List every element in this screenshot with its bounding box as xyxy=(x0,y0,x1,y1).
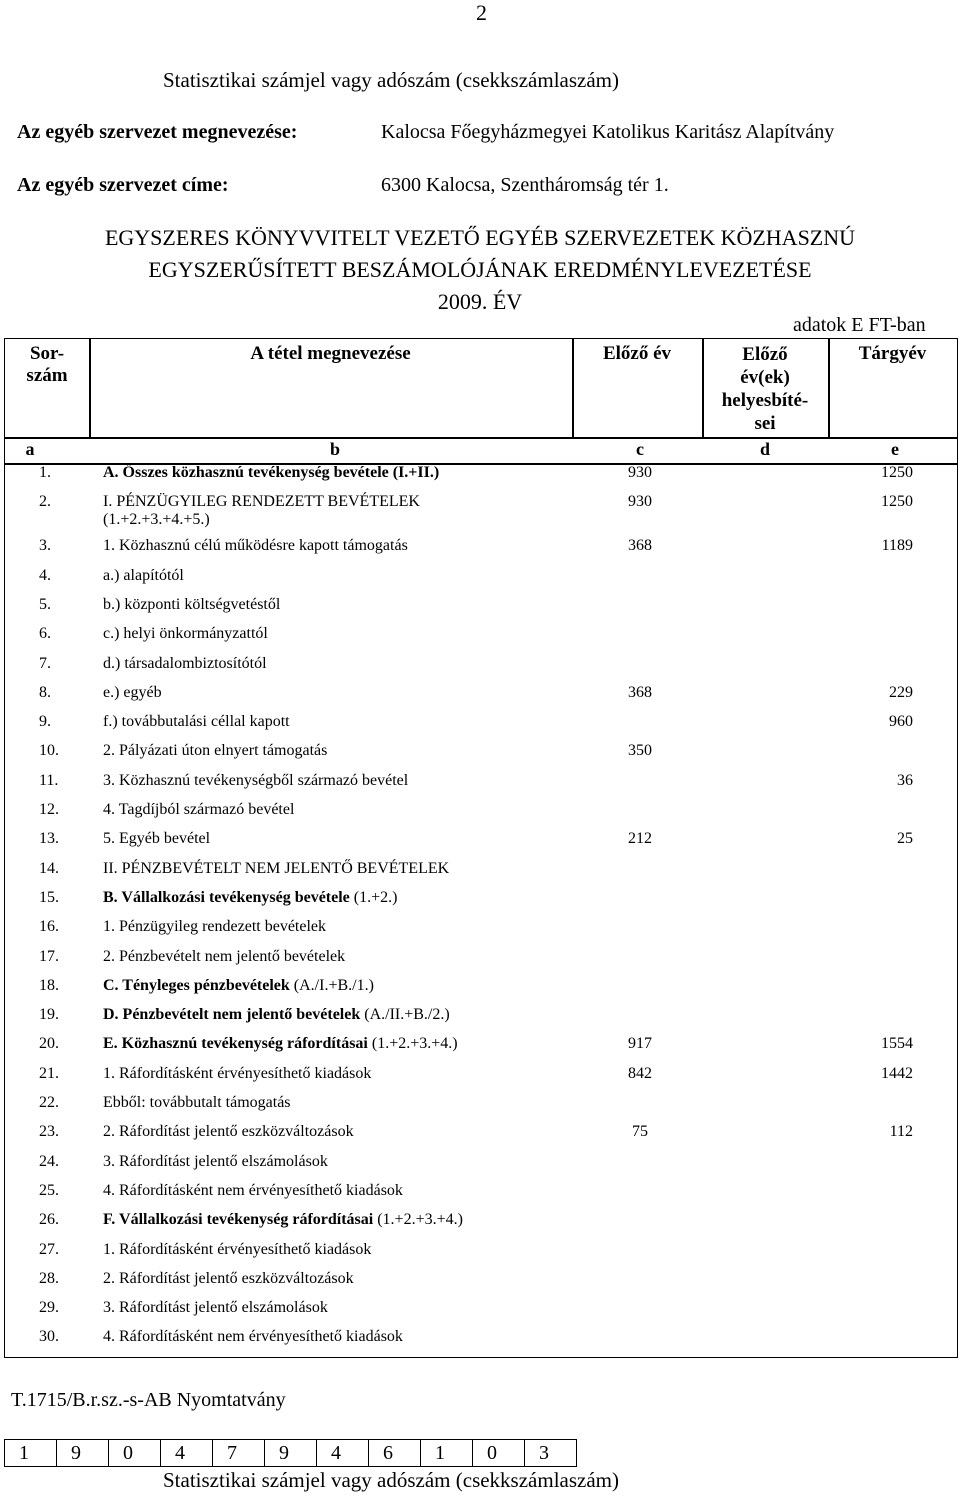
table-row xyxy=(5,1328,959,1350)
col-letter-e: e xyxy=(891,439,899,459)
row-current-year-value: 36 xyxy=(897,771,913,789)
row-current-year-value: 25 xyxy=(897,830,913,848)
page-number: 2 xyxy=(476,0,487,25)
row-prev-year-value: 930 xyxy=(628,493,652,511)
row-current-year-value: 112 xyxy=(889,1123,913,1141)
row-number: 20. xyxy=(39,1035,59,1053)
table-row xyxy=(5,1299,959,1321)
report-title-line2: EGYSZERŰSÍTETT BESZÁMOLÓJÁNAK EREDMÉNYLEVEZETÉSE xyxy=(148,257,812,282)
row-item-name-text: II. PÉNZBEVÉTELT NEM JELENTŐ BEVÉTELEK xyxy=(103,859,450,877)
row-item-name-text: d.) társadalombiztosítótól xyxy=(103,654,267,672)
tax-digit-box: 6 xyxy=(369,1440,421,1467)
table-row xyxy=(5,860,959,882)
row-item-name xyxy=(103,596,280,614)
row-current-year-value: 1189 xyxy=(881,537,913,555)
tax-digit-box: 4 xyxy=(161,1440,213,1467)
col-header-name: A tétel megnevezése xyxy=(250,343,411,364)
table-row xyxy=(5,889,959,911)
row-number: 16. xyxy=(39,918,59,936)
row-number: 28. xyxy=(39,1269,59,1287)
row-item-name xyxy=(103,1153,328,1171)
tax-digit-box: 4 xyxy=(317,1440,369,1467)
row-item-name xyxy=(103,918,326,936)
row-item-name-text: 2. Pénzbevételt nem jelentő bevételek xyxy=(103,947,346,965)
row-item-name xyxy=(103,537,408,555)
header-text: Előző xyxy=(742,344,788,365)
row-number: 13. xyxy=(39,830,59,848)
table-row xyxy=(5,801,959,823)
row-item-name xyxy=(103,493,420,529)
row-current-year-value: 1250 xyxy=(881,464,913,481)
col-letter-c: c xyxy=(636,439,644,459)
table-row xyxy=(5,1241,959,1263)
results-table xyxy=(4,338,958,1358)
row-item-name-text: 4. Ráfordításként nem érvényesíthető kiadások xyxy=(103,1328,403,1346)
row-prev-year-value: 368 xyxy=(628,683,652,701)
row-item-name-text: f.) továbbutalási céllal kapott xyxy=(103,713,290,731)
row-item-name-text: 3. Ráfordítást jelentő elszámolások xyxy=(103,1152,328,1170)
divider xyxy=(5,437,957,439)
row-number: 10. xyxy=(39,742,59,760)
row-number: 5. xyxy=(39,595,51,613)
table-row xyxy=(5,493,959,529)
row-number: 1. xyxy=(39,464,51,481)
table-row xyxy=(5,596,959,618)
row-item-name xyxy=(103,977,374,995)
table-row xyxy=(5,742,959,764)
table-row xyxy=(5,918,959,940)
table-row xyxy=(5,684,959,706)
row-item-name-text: (1.+2.+3.+4.) xyxy=(367,1035,458,1053)
row-number: 29. xyxy=(39,1299,59,1317)
table-row xyxy=(5,1270,959,1292)
tax-digit-box: 0 xyxy=(473,1440,525,1467)
table-row xyxy=(5,1035,959,1057)
table-row xyxy=(5,537,959,559)
tax-number-boxes xyxy=(4,1439,577,1467)
row-item-name-bold: B. Vállalkozási tevékenység bevétele xyxy=(103,888,350,906)
header-text: Sor- xyxy=(29,343,65,364)
row-item-name-text: Ebből: továbbutalt támogatás xyxy=(103,1094,291,1111)
row-item-name-text: 1. Közhasznú célú működésre kapott támogatás xyxy=(103,537,408,555)
row-item-name xyxy=(103,1065,371,1083)
row-prev-year-value: 212 xyxy=(628,830,652,848)
row-number: 3. xyxy=(39,537,51,555)
row-item-name xyxy=(103,1006,450,1024)
row-item-name xyxy=(103,772,408,790)
row-number: 27. xyxy=(39,1240,59,1258)
table-row xyxy=(5,567,959,589)
row-item-name-text: 4. Ráfordításként nem érvényesíthető kiadások xyxy=(103,1181,403,1199)
tax-digit-box: 0 xyxy=(109,1440,161,1467)
row-number: 8. xyxy=(39,683,51,701)
row-item-name-text: 5. Egyéb bevétel xyxy=(103,830,211,848)
table-row xyxy=(5,1211,959,1233)
row-prev-year-value: 917 xyxy=(628,1035,652,1053)
form-code: T.1715/B.r.sz.-s-AB Nyomtatvány xyxy=(11,1389,286,1411)
table-row xyxy=(5,655,959,677)
row-current-year-value: 1442 xyxy=(881,1064,913,1082)
row-item-name-text: (A./II.+B./2.) xyxy=(360,1006,450,1024)
row-item-name xyxy=(103,801,294,819)
col-header-prev-year: Előző év xyxy=(602,343,672,364)
row-number: 2. xyxy=(39,493,51,511)
row-item-name-text: c.) helyi önkormányzattól xyxy=(103,625,268,643)
row-item-name xyxy=(103,1211,463,1229)
tax-digit-box: 7 xyxy=(213,1440,265,1467)
row-item-name xyxy=(103,684,162,702)
row-item-name-text: I. PÉNZÜGYILEG RENDEZETT BEVÉTELEK xyxy=(103,493,420,511)
row-prev-year-value: 368 xyxy=(628,537,652,555)
row-number: 18. xyxy=(39,976,59,994)
col-header-adjustments xyxy=(702,343,828,435)
report-title-line1: EGYSZERES KÖNYVVITELT VEZETŐ EGYÉB SZERVEZETEK KÖZHASZNÚ xyxy=(104,225,856,250)
org-name-value: Kalocsa Főegyházmegyei Katolikus Karitász Alapítvány xyxy=(381,121,835,143)
col-letter-d: d xyxy=(759,439,770,459)
row-number: 14. xyxy=(39,859,59,877)
row-item-name-text: A. Összes közhasznú tevékenység bevétele (I.+II.) xyxy=(103,464,440,481)
row-item-name xyxy=(103,464,439,482)
table-row xyxy=(5,713,959,735)
row-item-name-text: 2. Pályázati úton elnyert támogatás xyxy=(103,742,328,760)
col-letter-a: a xyxy=(25,439,35,459)
org-address-value: 6300 Kalocsa, Szentháromság tér 1. xyxy=(381,174,669,196)
header-text: év(ek) xyxy=(740,367,790,388)
row-item-name xyxy=(103,655,267,673)
table-row xyxy=(5,1065,959,1087)
table-row xyxy=(5,1006,959,1028)
row-item-name-bold: D. Pénzbevételt nem jelentő bevételek xyxy=(103,1006,361,1024)
row-item-name-bold: C. Tényleges pénzbevételek xyxy=(103,976,290,994)
row-item-name xyxy=(103,742,327,760)
table-row xyxy=(5,977,959,999)
row-number: 15. xyxy=(39,888,59,906)
tax-digit-box: 1 xyxy=(5,1440,57,1467)
report-title-year: 2009. ÉV xyxy=(437,289,523,314)
row-number: 12. xyxy=(39,801,59,818)
tax-digit-box: 9 xyxy=(57,1440,109,1467)
row-prev-year-value: 930 xyxy=(628,464,652,481)
row-item-name xyxy=(103,889,397,907)
row-item-name-bold: E. Közhasznú tevékenység ráfordításai xyxy=(103,1035,368,1053)
col-letter-b: b xyxy=(329,439,340,459)
row-item-name xyxy=(103,1270,354,1288)
row-item-name-text: (1.+2.+3.+4.) xyxy=(373,1211,463,1229)
row-item-name-text: e.) egyéb xyxy=(103,683,162,701)
row-current-year-value: 229 xyxy=(889,683,913,701)
col-header-sorszam xyxy=(5,343,89,387)
row-item-name-text: a.) alapítótól xyxy=(103,566,184,584)
org-name-label: Az egyéb szervezet megnevezése: xyxy=(17,121,298,143)
row-item-name-text: 1. Pénzügyileg rendezett bevételek xyxy=(103,918,327,936)
table-row xyxy=(5,1123,959,1145)
row-item-name xyxy=(103,1035,458,1053)
table-row xyxy=(5,1182,959,1204)
row-number: 7. xyxy=(39,654,51,672)
row-item-name-text: 2. Ráfordítást jelentő eszközváltozások xyxy=(103,1123,354,1141)
row-number: 11. xyxy=(39,771,59,789)
table-row xyxy=(5,625,959,647)
row-number: 26. xyxy=(39,1211,59,1229)
table-row xyxy=(5,948,959,970)
row-item-name xyxy=(103,830,210,848)
row-item-name-text: (1.+2.) xyxy=(349,888,398,906)
row-current-year-value: 1554 xyxy=(881,1035,913,1053)
row-number: 17. xyxy=(39,947,59,965)
row-item-name xyxy=(103,948,345,966)
header-text: helyesbíté- xyxy=(721,390,809,411)
bottom-stat-label: Statisztikai számjel vagy adószám (csekkszámlaszám) xyxy=(163,1468,620,1492)
header-text: szám xyxy=(26,365,68,386)
header-text: sei xyxy=(754,413,776,434)
row-item-name xyxy=(103,713,290,731)
row-item-name xyxy=(103,1094,291,1112)
row-number: 25. xyxy=(39,1181,59,1199)
row-item-name-text: 3. Közhasznú tevékenységből származó bevétel xyxy=(103,771,409,789)
table-row xyxy=(5,772,959,794)
row-item-name-bold: F. Vállalkozási tevékenység ráfordításai xyxy=(103,1211,374,1229)
tax-digit-box: 1 xyxy=(421,1440,473,1467)
col-header-current-year: Tárgyév xyxy=(858,343,927,364)
row-number: 22. xyxy=(39,1094,59,1111)
row-prev-year-value: 75 xyxy=(632,1123,648,1141)
units-note: adatok E FT-ban xyxy=(793,314,926,336)
row-prev-year-value: 350 xyxy=(628,742,652,760)
tax-digit-box: 3 xyxy=(525,1440,577,1467)
row-item-name-text: b.) központi költségvetéstől xyxy=(103,595,281,613)
row-item-name-text: 4. Tagdíjból származó bevétel xyxy=(103,801,295,818)
row-current-year-value: 1250 xyxy=(881,493,913,511)
row-item-name xyxy=(103,1241,371,1259)
tax-digit-box: 9 xyxy=(265,1440,317,1467)
table-row xyxy=(5,1153,959,1175)
row-number: 4. xyxy=(39,566,51,584)
row-item-name xyxy=(103,567,184,585)
table-row xyxy=(5,1094,959,1116)
row-number: 23. xyxy=(39,1123,59,1141)
row-current-year-value: 960 xyxy=(889,713,913,731)
row-item-name xyxy=(103,1123,354,1141)
row-number: 30. xyxy=(39,1328,59,1346)
row-number: 19. xyxy=(39,1006,59,1024)
table-row xyxy=(5,830,959,852)
row-item-name xyxy=(103,1299,328,1317)
row-number: 6. xyxy=(39,625,51,643)
row-item-name xyxy=(103,1328,403,1346)
row-number: 21. xyxy=(39,1064,59,1082)
org-address-label: Az egyéb szervezet címe: xyxy=(17,174,229,196)
row-number: 24. xyxy=(39,1152,59,1170)
row-item-name xyxy=(103,860,449,878)
row-item-name-line2: (1.+2.+3.+4.+5.) xyxy=(103,511,210,529)
row-item-name-text: 2. Ráfordítást jelentő eszközváltozások xyxy=(103,1269,354,1287)
row-item-name-text: 1. Ráfordításként érvényesíthető kiadások xyxy=(103,1240,372,1258)
table-row xyxy=(5,464,959,486)
row-item-name xyxy=(103,625,268,643)
row-item-name-text: 1. Ráfordításként érvényesíthető kiadások xyxy=(103,1064,372,1082)
row-number: 9. xyxy=(39,713,51,731)
row-prev-year-value: 842 xyxy=(628,1064,652,1082)
stat-number-label: Statisztikai számjel vagy adószám (csekkszámlaszám) xyxy=(163,68,620,92)
row-item-name xyxy=(103,1182,403,1200)
row-item-name-text: (A./I.+B./1.) xyxy=(289,976,374,994)
row-item-name-text: 3. Ráfordítást jelentő elszámolások xyxy=(103,1299,328,1317)
